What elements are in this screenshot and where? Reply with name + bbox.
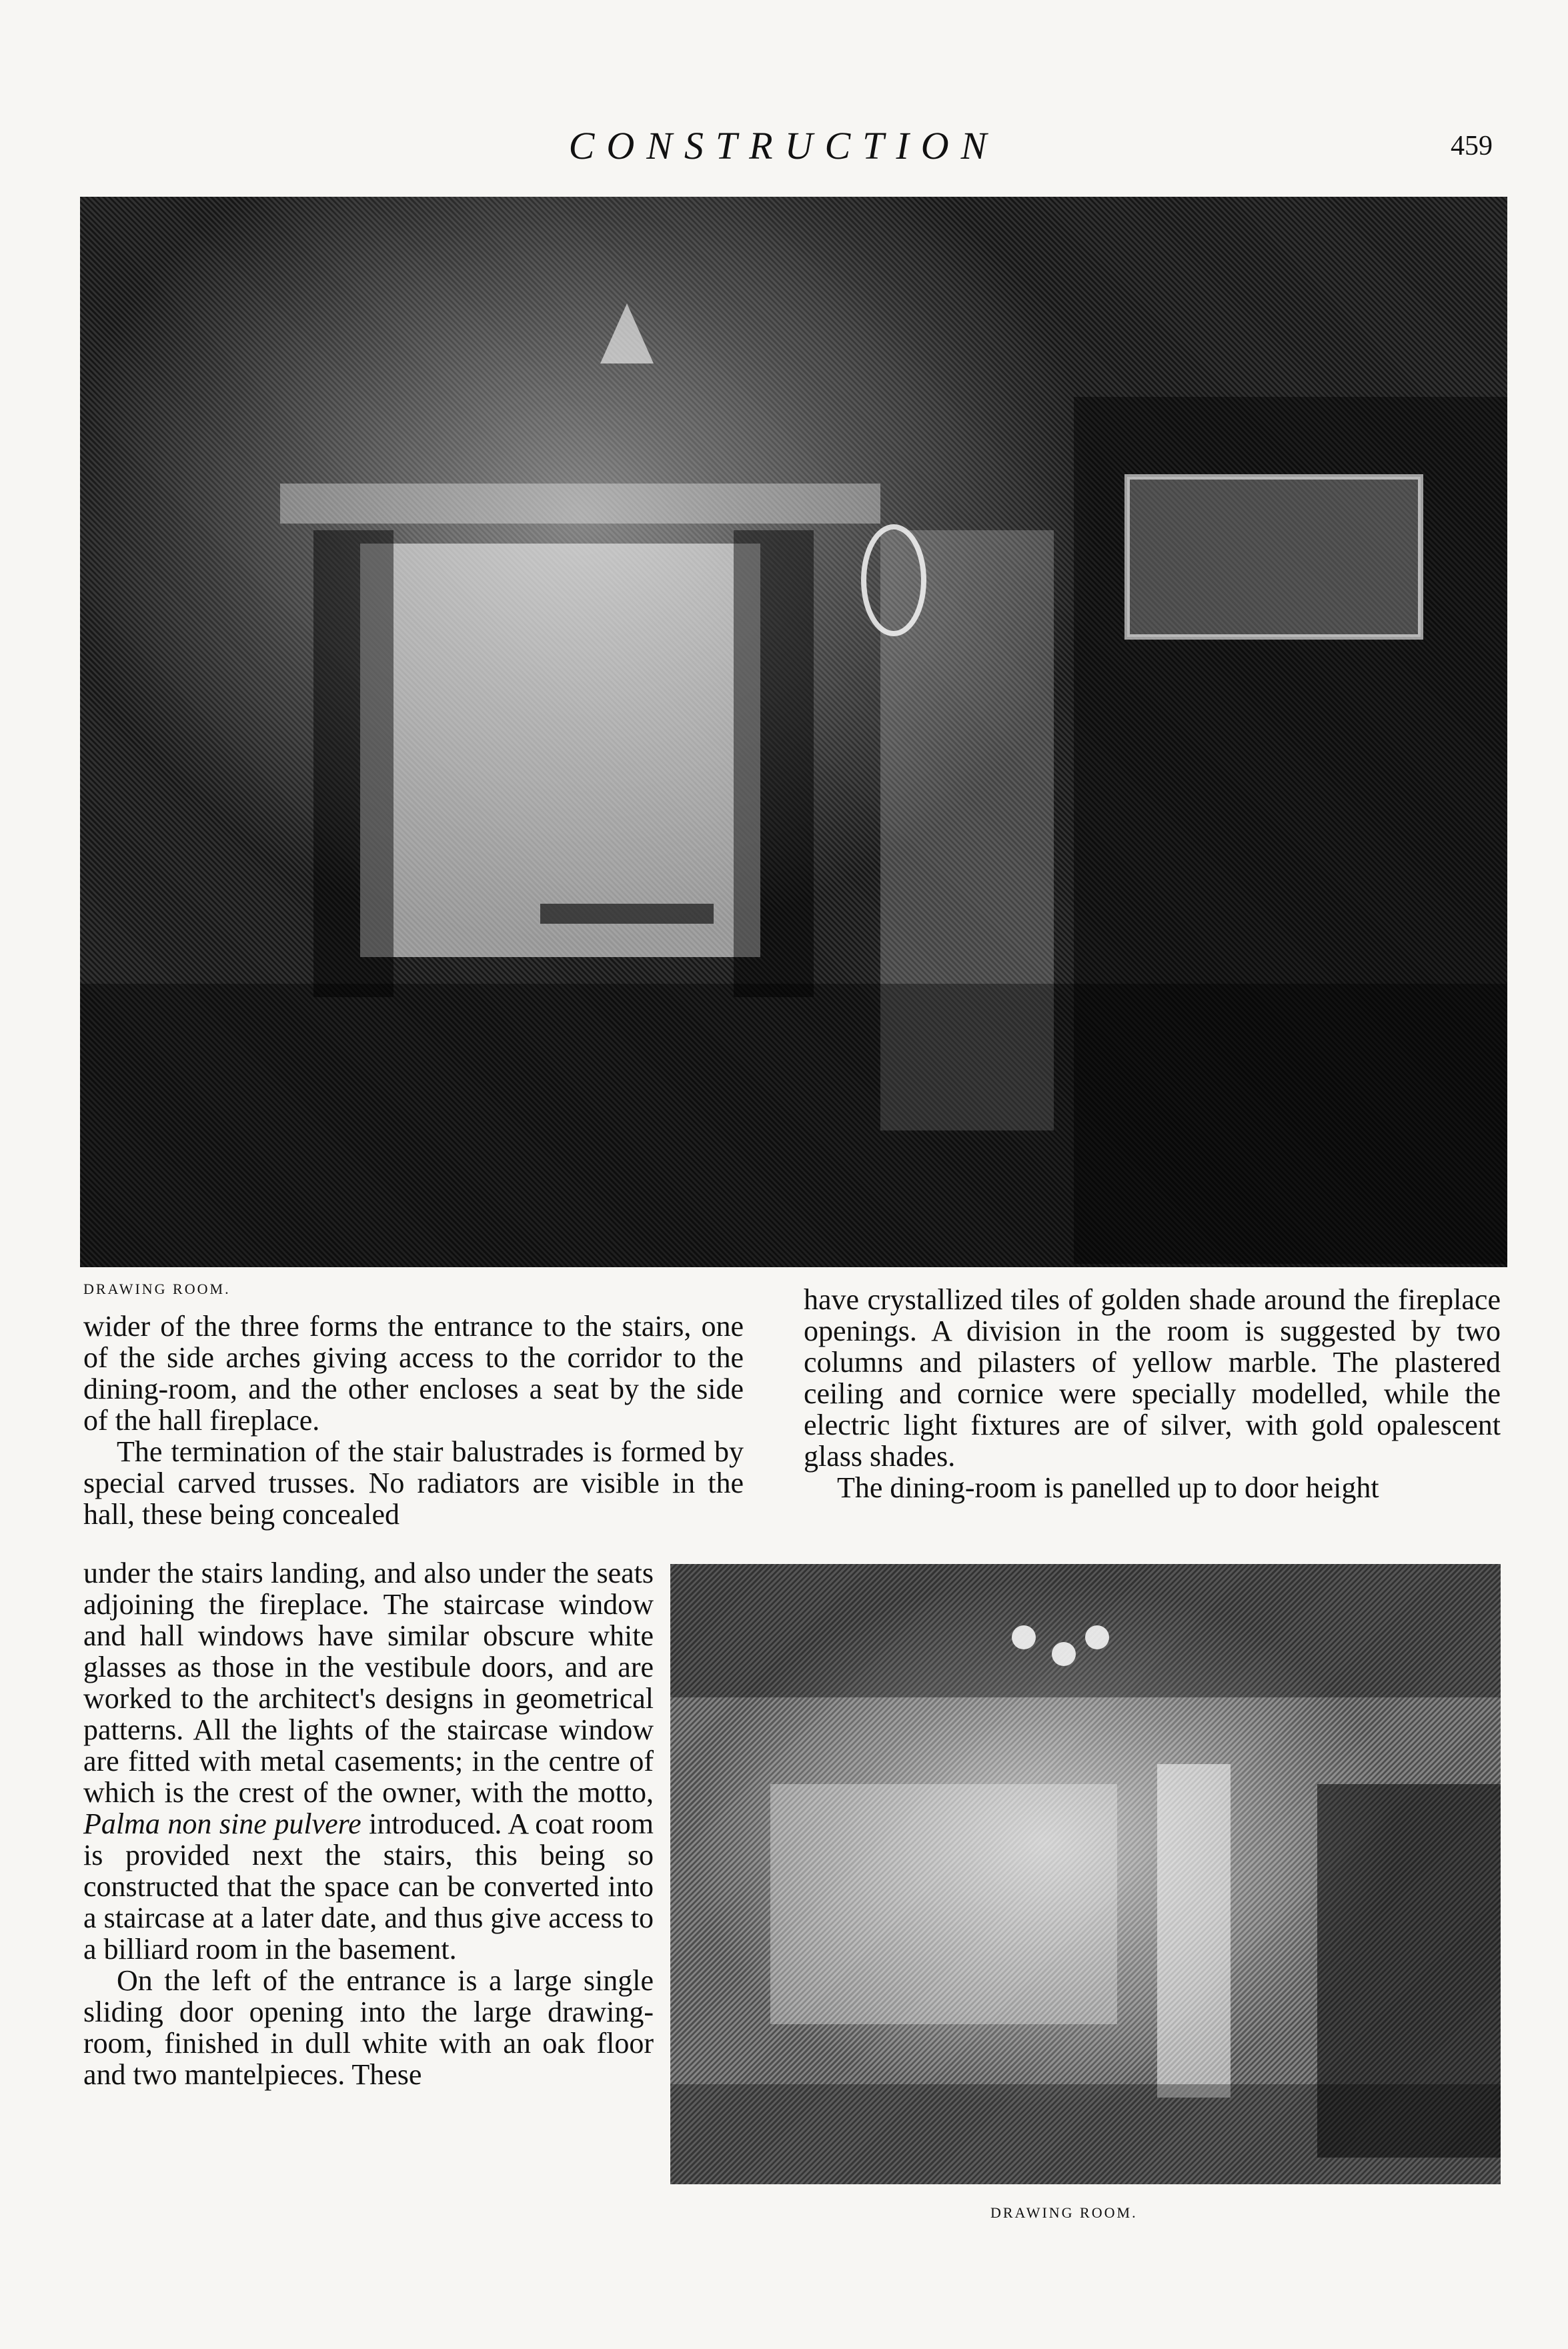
left-column-top-text (83, 1311, 744, 1530)
left-paragraph-2-continued (83, 1557, 654, 1965)
left-paragraph-1: wider of the three forms the entrance to the stairs, one of the side arches giving access to the corridor to the dining-room, and the other encloses a seat by the side of the hall fireplace. (83, 1310, 744, 1437)
drawing-room-photo-bottom-illustration (670, 1564, 1501, 2184)
left-paragraph-2-start: The termination of the stair balustrades is formed by special carved trusses. No radiators are visible in the hall, these being concealed (83, 1435, 744, 1531)
right-paragraph-1: have crystallized tiles of golden shade around the fireplace openings. A division in the room is suggested by two columns and pilasters of yellow marble. The plastered ceiling and cornice were specially modelled, while the electric light fixtures are of silver, with gold opalescent glass shades. (804, 1283, 1501, 1473)
running-header-title: CONSTRUCTION (568, 124, 999, 167)
left-paragraph-3: On the left of the entrance is a large single sliding door opening into the large drawing-room, finished in dull white with an oak floor and two mantelpieces. These (83, 1964, 654, 2091)
photo-caption-top: DRAWING ROOM. (83, 1281, 231, 1297)
motto: Palma non sine pulvere (83, 1807, 361, 1840)
right-paragraph-2: The dining-room is panelled up to door height (837, 1471, 1379, 1504)
page-number: 459 (1451, 131, 1493, 161)
left-column-bottom-text (83, 1557, 654, 2090)
left-paragraph-2-body: under the stairs landing, and also under the seats adjoining the fireplace. The staircase window and hall windows have similar obscure white glasses as those in the vestibule doors, and are worked to the architect's designs in geometrical patterns. All the lights of the staircase window are fitted with metal casements; in the centre of which is the crest of the owner, with the motto, (83, 1557, 654, 1809)
drawing-room-photo-top (80, 197, 1507, 1267)
drawing-room-photo-top-illustration (80, 197, 1507, 1267)
drawing-room-photo-bottom (670, 1564, 1501, 2184)
right-column-text (804, 1284, 1501, 1503)
left-paragraph-2-end: introduced. A coat room is provided next the stairs, this being so constructed that the space can be converted into a staircase at a later date, and thus give access to a billiard room in the basement. (83, 1807, 654, 1966)
photo-caption-bottom: DRAWING ROOM. (990, 2204, 1138, 2221)
